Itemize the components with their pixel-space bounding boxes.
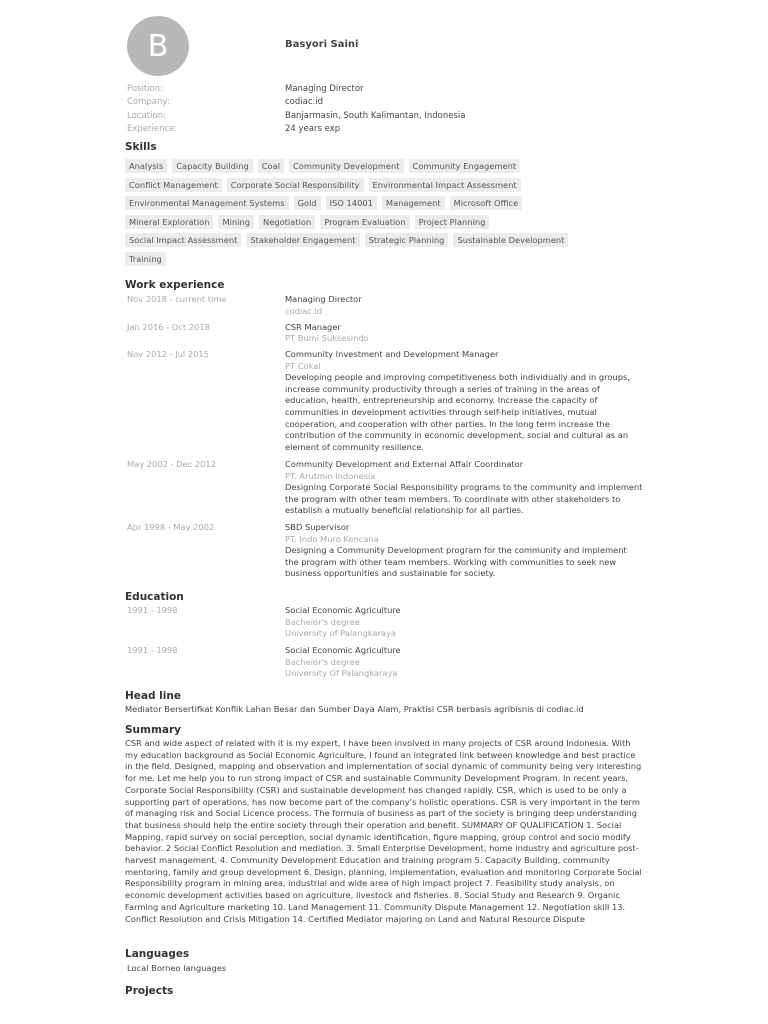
summary-heading: Summary xyxy=(125,724,182,736)
skill-line xyxy=(125,157,645,176)
skill-tag: Microsoft Office xyxy=(450,196,523,210)
degree: Bachelor's degree xyxy=(285,656,360,667)
field-of-study: Social Economic Agriculture xyxy=(285,645,401,655)
field-of-study: Social Economic Agriculture xyxy=(285,605,401,615)
skill-tag: Mining xyxy=(218,215,254,229)
education-list xyxy=(125,605,645,685)
work-dates: Nov 2012 - Jul 2015 xyxy=(127,349,209,359)
info-value: Managing Director xyxy=(285,84,364,94)
skill-tag: Negotiation xyxy=(259,215,315,229)
company-name: PT. Arutmin Indonesia xyxy=(285,470,376,481)
work-item xyxy=(125,322,645,350)
info-row-experience xyxy=(125,123,645,136)
info-row-position xyxy=(125,83,645,96)
info-label: Experience: xyxy=(127,123,178,134)
work-dates: May 2002 - Dec 2012 xyxy=(127,459,216,469)
skill-tag: Strategic Planning xyxy=(365,233,449,247)
headline-text: Mediator Bersertifkat Konflik Lahan Besar dan Sumber Daya Alam, Praktisi CSR berbasis agribisnis di codiac.id xyxy=(125,704,584,714)
job-description: Designing Corporate Social Responsibility programs to the community and implement the program with other team members. To coordinate with other stakeholders to establish a mutually beneficial relationship for all parties. xyxy=(285,482,643,516)
skill-tag: Social Impact Assessment xyxy=(125,233,241,247)
info-row-company xyxy=(125,96,645,109)
summary-text: CSR and wide aspect of related with it is my expert, I have been involved in many projects of CSR around Indonesia. With my education background as Social Economic Agriculture, I found an integrated link between knowledge and best practice in the field. Designed, mapping and observation and implementation of social dynamic of community being very interesting for me. Let me help you to run strong impact of CSR and sustainable Community Development Program. In recent years, Corporate Social Responsibility (CSR) and sustainable development has changed rapidly. CSR, which is used to be only a supporting part of operations, has now become part of the company's holistic operations. CSR is very important in the term of managing risk and Social Licence process. The formula of business as part of the society is bringing deep understanding that business should help the entire society through their operation and benefit. SUMMARY OF QUALIFICATION 1. Social Mapping, rapid survey on social perception, social dynamic identification, figure mapping, group control and socio modify behavior. 2 Social Conflict Resolution and mediation. 3. Small Enterprise Development, home industry and agriculture post-harvest management. 4. Community Development Education and training program 5. Capacity Building, community mentoring, family and group development 6. Design, planning, implementation, evaluation and monitoring Corporate Social Responsibility program in mining area, industrial and wide area of high impact project 7. Feasibility study analysis, on economic development activities based on agriculture, livestock and fisheries. 8. Social Study and Research 9. Organic Farming and Agriculture marketing 10. Land Management 11. Community Dispute Management 12. Negotiation skill 13. Conflict Resolution and Crisis Mitigation 14. Certified Mediator majoring on Land and Natural Resource Dispute xyxy=(125,738,642,924)
work-item xyxy=(125,349,645,459)
skill-tag: Program Evaluation xyxy=(320,215,409,229)
skill-tag: Environmental Management Systems xyxy=(125,196,289,210)
skill-tag: Coal xyxy=(258,159,284,173)
job-title: Community Investment and Development Manager xyxy=(285,349,499,359)
skill-line xyxy=(125,250,645,269)
skills-list xyxy=(125,157,645,268)
skill-tag: Community Engagement xyxy=(409,159,521,173)
skill-tag: Conflict Management xyxy=(125,178,222,192)
work-dates: Jan 2016 - Oct 2018 xyxy=(127,321,210,332)
work-item xyxy=(125,522,645,582)
school-name: University of Palangkaraya xyxy=(285,628,396,639)
skill-tag: Environmental Impact Assessment xyxy=(369,178,521,192)
avatar xyxy=(127,16,189,76)
work-item xyxy=(125,294,645,322)
job-description: Designing a Community Development program for the community and implement the program with other team members. Working with communities to seek new business opportunities and sustainable for society. xyxy=(285,545,627,579)
info-value: 24 years exp xyxy=(285,123,341,134)
skill-line xyxy=(125,194,645,213)
skill-tag: Sustainable Development xyxy=(453,233,568,247)
skill-tag: Stakeholder Engagement xyxy=(246,233,359,247)
headline-heading: Head line xyxy=(125,690,181,702)
person-name: Basyori Saini xyxy=(285,39,359,50)
skill-tag: Management xyxy=(382,196,445,210)
work-dates: Apr 1998 - May 2002 xyxy=(127,522,215,532)
skill-tag: Community Development xyxy=(289,159,404,173)
skill-tag: Corporate Social Responsibility xyxy=(227,178,364,192)
company-name: codiac.id xyxy=(285,305,323,316)
work-list xyxy=(125,294,645,582)
degree: Bachelor's degree xyxy=(285,616,360,627)
skill-tag: ISO 14001 xyxy=(326,196,377,210)
work-heading: Work experience xyxy=(125,279,225,291)
avatar-letter: B xyxy=(147,28,169,64)
job-description: Developing people and improving competitiveness both individually and in groups, increase community productivity through a series of training in the areas of education, health, entrepreneurship and economy. Increase the capacity of communities in development activities through self-help initiatives, mutual cooperation, and cooperation with other parties. In the long term increase the contribution of the community in economic development, social and cultural as an element of community resilience. xyxy=(285,372,630,452)
job-title: SBD Supervisor xyxy=(285,522,350,532)
skill-line xyxy=(125,176,645,195)
company-name: PT Bumi Suksesindo xyxy=(285,333,369,344)
profile-info xyxy=(125,83,645,136)
work-dates: Nov 2018 - current time xyxy=(127,294,227,304)
job-title: CSR Manager xyxy=(285,321,341,332)
job-title: Managing Director xyxy=(285,294,362,304)
skill-line xyxy=(125,213,645,232)
work-item xyxy=(125,459,645,522)
skill-tag: Analysis xyxy=(125,159,167,173)
skill-tag: Capacity Building xyxy=(172,159,253,173)
info-value: Banjarmasin, South Kalimantan, Indonesia xyxy=(285,110,466,121)
info-label: Company: xyxy=(127,97,170,108)
skill-line xyxy=(125,231,645,250)
skill-tag: Mineral Exploration xyxy=(125,215,213,229)
info-value: codiac.id xyxy=(285,97,323,108)
skill-tag: Gold xyxy=(294,196,321,210)
job-title: Community Development and External Affair Coordinator xyxy=(285,459,524,469)
company-name: PT Cokal xyxy=(285,360,321,371)
school-name: University Of Palangkaraya xyxy=(285,668,398,679)
education-item xyxy=(125,645,645,685)
skills-heading: Skills xyxy=(125,141,157,153)
skill-tag: Project Planning xyxy=(415,215,490,229)
company-name: PT. Indo Muro Kencana xyxy=(285,533,379,544)
info-row-location xyxy=(125,110,645,123)
languages-heading: Languages xyxy=(125,948,190,960)
skill-tag: Training xyxy=(125,252,166,266)
projects-heading: Projects xyxy=(125,985,174,997)
info-label: Location: xyxy=(127,110,166,121)
info-label: Position: xyxy=(127,84,163,94)
languages-text: Local Borneo languages xyxy=(127,963,227,973)
education-item xyxy=(125,605,645,645)
education-heading: Education xyxy=(125,591,184,603)
education-dates: 1991 - 1998 xyxy=(127,605,178,615)
education-dates: 1991 - 1998 xyxy=(127,645,178,655)
